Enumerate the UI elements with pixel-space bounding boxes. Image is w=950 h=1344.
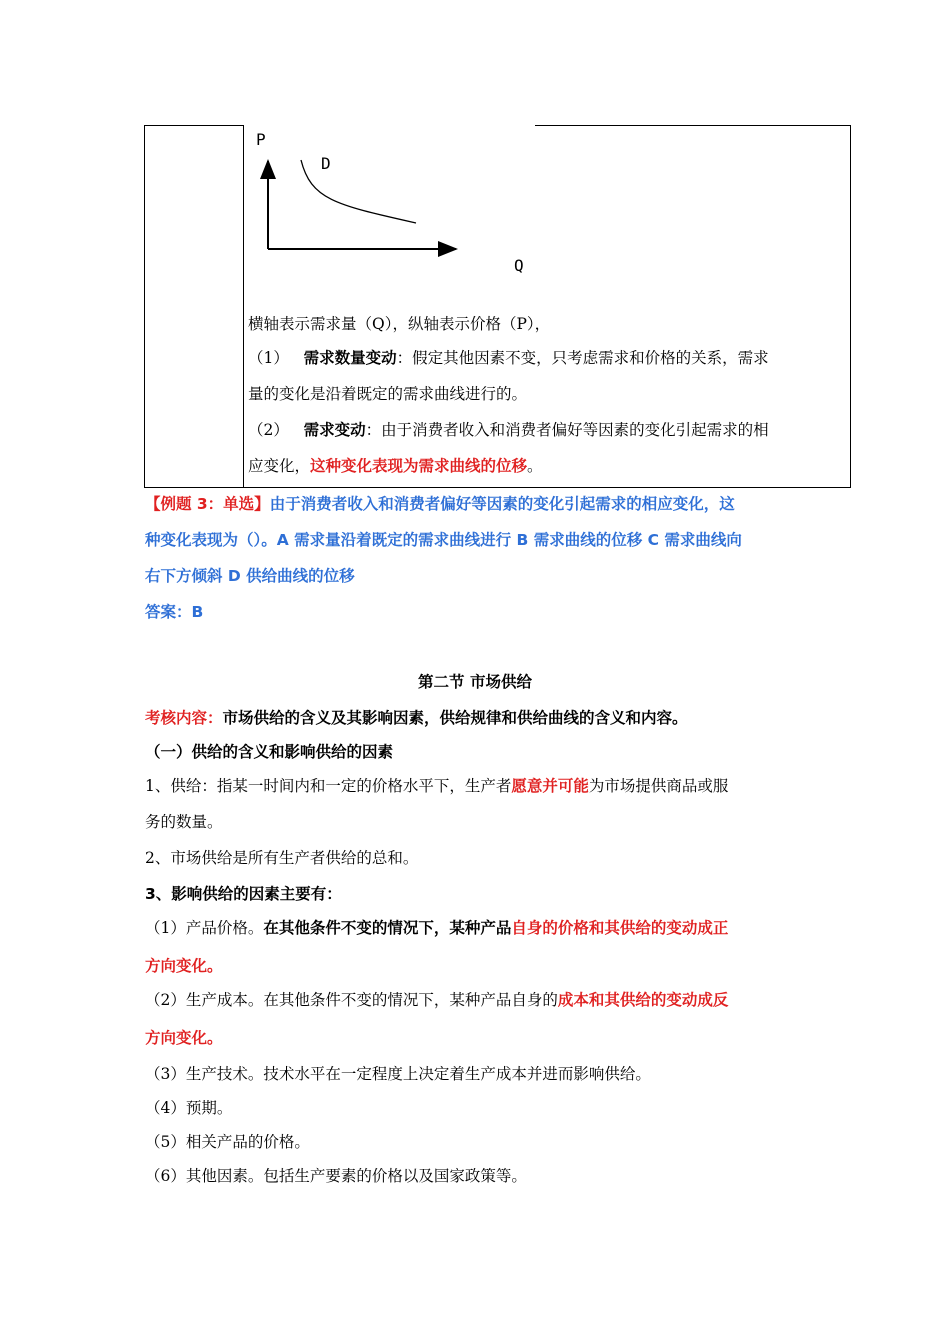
item-2-number: （2） <box>248 421 289 439</box>
item-2-cont-text: 应变化， <box>248 457 311 475</box>
example-text-1: 由于消费者收入和消费者偏好等因素的变化引起需求的相应变化，这 <box>269 495 735 513</box>
p1-highlight: 愿意并可能 <box>511 777 589 795</box>
item-2-text: ：由于消费者收入和消费者偏好等因素的变化引起需求的相 <box>365 421 769 439</box>
assess-content <box>145 708 688 728</box>
factor-6: （6）其他因素。包括生产要素的价格以及国家政策等。 <box>145 1167 527 1185</box>
paragraph-1 <box>145 776 728 796</box>
factor-1-continued: 方向变化。 <box>145 957 223 975</box>
table-border-top-right <box>535 125 851 126</box>
table-border-bottom <box>144 487 851 488</box>
item-2-end: 。 <box>527 457 543 475</box>
table-border-top-left <box>144 125 243 126</box>
example-answer: 答案：B <box>145 603 204 621</box>
factor-5: （5）相关产品的价格。 <box>145 1133 310 1151</box>
sub-heading: （一）供给的含义和影响供给的因素 <box>145 743 394 761</box>
example-question-line-2: 种变化表现为（）。A 需求量沿着既定的需求曲线进行 B 需求曲线的位移 C 需求曲线向 <box>145 531 742 549</box>
y-axis-label: P <box>256 130 266 149</box>
factor-2-continued: 方向变化。 <box>145 1029 223 1047</box>
item-2-term: 需求变动 <box>303 421 366 439</box>
demand-curve <box>301 160 416 223</box>
table-column-divider <box>243 125 244 487</box>
paragraph-2: 2、市场供给是所有生产者供给的总和。 <box>145 849 419 867</box>
item-1-term: 需求数量变动 <box>303 349 397 367</box>
cell-axis-description: 横轴表示需求量（Q），纵轴表示价格（P）， <box>248 315 551 333</box>
example-question-line-1 <box>145 494 735 514</box>
x-axis-label: Q <box>514 256 524 275</box>
curve-label: D <box>321 154 331 173</box>
f1-bold: 在其他条件不变的情况下，某种产品 <box>263 919 512 937</box>
table-border-left <box>144 125 145 487</box>
f1-highlight: 自身的价格和其供给的变动成正 <box>511 919 729 937</box>
assess-text: 市场供给的含义及其影响因素，供给规律和供给曲线的含义和内容。 <box>222 709 688 727</box>
paragraph-1-continued: 务的数量。 <box>145 813 223 831</box>
paragraph-3: 3、影响供给的因素主要有： <box>145 885 342 903</box>
factor-4: （4）预期。 <box>145 1099 233 1117</box>
cell-item-2 <box>248 420 769 440</box>
section-title: 第二节 市场供给 <box>418 673 532 691</box>
example-tag: 【例题 3：单选】 <box>145 495 270 513</box>
item-1-text: ：假定其他因素不变，只考虑需求和价格的关系，需求 <box>396 349 769 367</box>
cell-item-1 <box>248 348 769 368</box>
factor-1 <box>145 918 728 938</box>
cell-item-2-continued <box>248 456 543 476</box>
factor-2 <box>145 990 728 1010</box>
f1-text: （1）产品价格。 <box>145 919 264 937</box>
table-border-right <box>850 125 851 487</box>
f2-text: （2）生产成本。在其他条件不变的情况下，某种产品自身的 <box>145 991 558 1009</box>
p1-text-b: 为市场提供商品或服 <box>588 777 729 795</box>
factor-3: （3）生产技术。技术水平在一定程度上决定着生产成本并进而影响供给。 <box>145 1065 651 1083</box>
item-1-number: （1） <box>248 349 289 367</box>
cell-item-1-continued: 量的变化是沿着既定的需求曲线进行的。 <box>248 385 528 403</box>
p1-text-a: 1、供给：指某一时间内和一定的价格水平下，生产者 <box>145 777 512 795</box>
demand-curve-graph <box>246 125 546 285</box>
example-question-line-3: 右下方倾斜 D 供给曲线的位移 <box>145 567 355 585</box>
f2-highlight: 成本和其供给的变动成反 <box>557 991 729 1009</box>
item-2-highlight: 这种变化表现为需求曲线的位移 <box>310 457 528 475</box>
assess-label: 考核内容： <box>145 709 223 727</box>
